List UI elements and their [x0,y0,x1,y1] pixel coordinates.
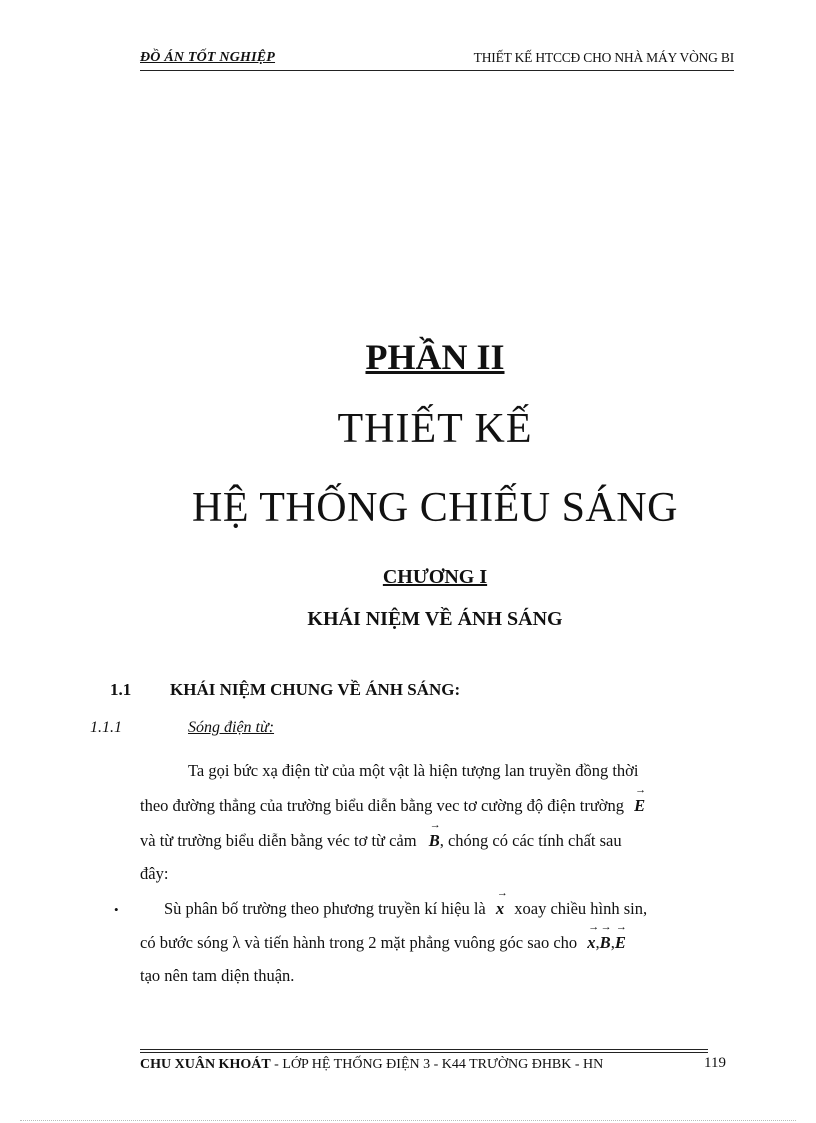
paragraph-line-3a: và từ trường biểu diễn bằng véc tơ từ cảm [140,831,417,850]
bullet-line-1b: xoay chiều hình sin, [514,899,648,918]
paragraph-line-3 [140,831,622,851]
vector-x-symbol: → x [496,899,504,919]
paragraph-line-2 [140,796,645,816]
paragraph-line-2-text: theo đường thẳng của trường biểu diễn bằng vec tơ cường độ điện trường [140,796,624,815]
chapter-title: KHÁI NIỆM VỀ ÁNH SÁNG [307,608,563,630]
vector-b-symbol-2: → B [600,933,611,953]
footer-rule-bottom [140,1052,708,1053]
vector-b-symbol: → B [429,831,440,851]
footer-author: CHU XUÂN KHOÁT [140,1057,271,1072]
paragraph-line-4: đây: [140,864,169,883]
bullet-line-3: tạo nên tam diện thuận. [140,966,295,985]
bullet-marker: • [114,902,119,917]
footer-rest: - LỚP HỆ THỐNG ĐIỆN 3 - K44 TRƯỜNG ĐHBK - HN [270,1057,604,1072]
page-header [140,50,734,71]
paragraph-line-1: Ta gọi bức xạ điện từ của một vật là hiện tượng lan truyền đồng thời [188,761,639,780]
bullet-line-2: có bước sóng λ và tiến hành trong 2 mặt phẳng vuông góc sao cho → x,→ B,→ E [140,933,626,953]
vector-e-symbol-2: → E [615,933,626,953]
header-right: THIẾT KẾ HTCCĐ CHO NHÀ MÁY VÒNG BI [473,50,734,65]
subsection-title: Sóng điện từ: [188,719,275,736]
page-bottom-edge [20,1120,796,1121]
chapter-label: CHƯƠNG I [382,566,488,588]
paragraph-line-3b: , chóng có các tính chất sau [439,831,622,850]
title-line-2: HỆ THỐNG CHIẾU SÁNG [192,485,678,531]
title-line-1: THIẾT KẾ [337,406,533,452]
vector-x-symbol-2: → x [587,933,595,953]
subsection-number: 1.1.1 [90,719,122,736]
section-title: KHÁI NIỆM CHUNG VỀ ÁNH SÁNG: [170,680,461,699]
footer-rule-top [140,1049,708,1050]
bullet-line-1a: Sù phân bố trường theo phương truyền kí hiệu là [164,899,486,918]
page-number: 119 [704,1055,726,1071]
vector-e-symbol: → E [634,796,645,816]
page-footer [140,1057,603,1073]
bullet-line-1 [164,899,647,919]
part-title: PHẦN II [365,337,505,377]
header-left: ĐỒ ÁN TỐT NGHIỆP [140,50,276,65]
section-number: 1.1 [110,680,132,699]
bullet-line-2a: có bước sóng λ và tiến hành trong 2 mặt phẳng vuông góc sao cho [140,933,578,952]
